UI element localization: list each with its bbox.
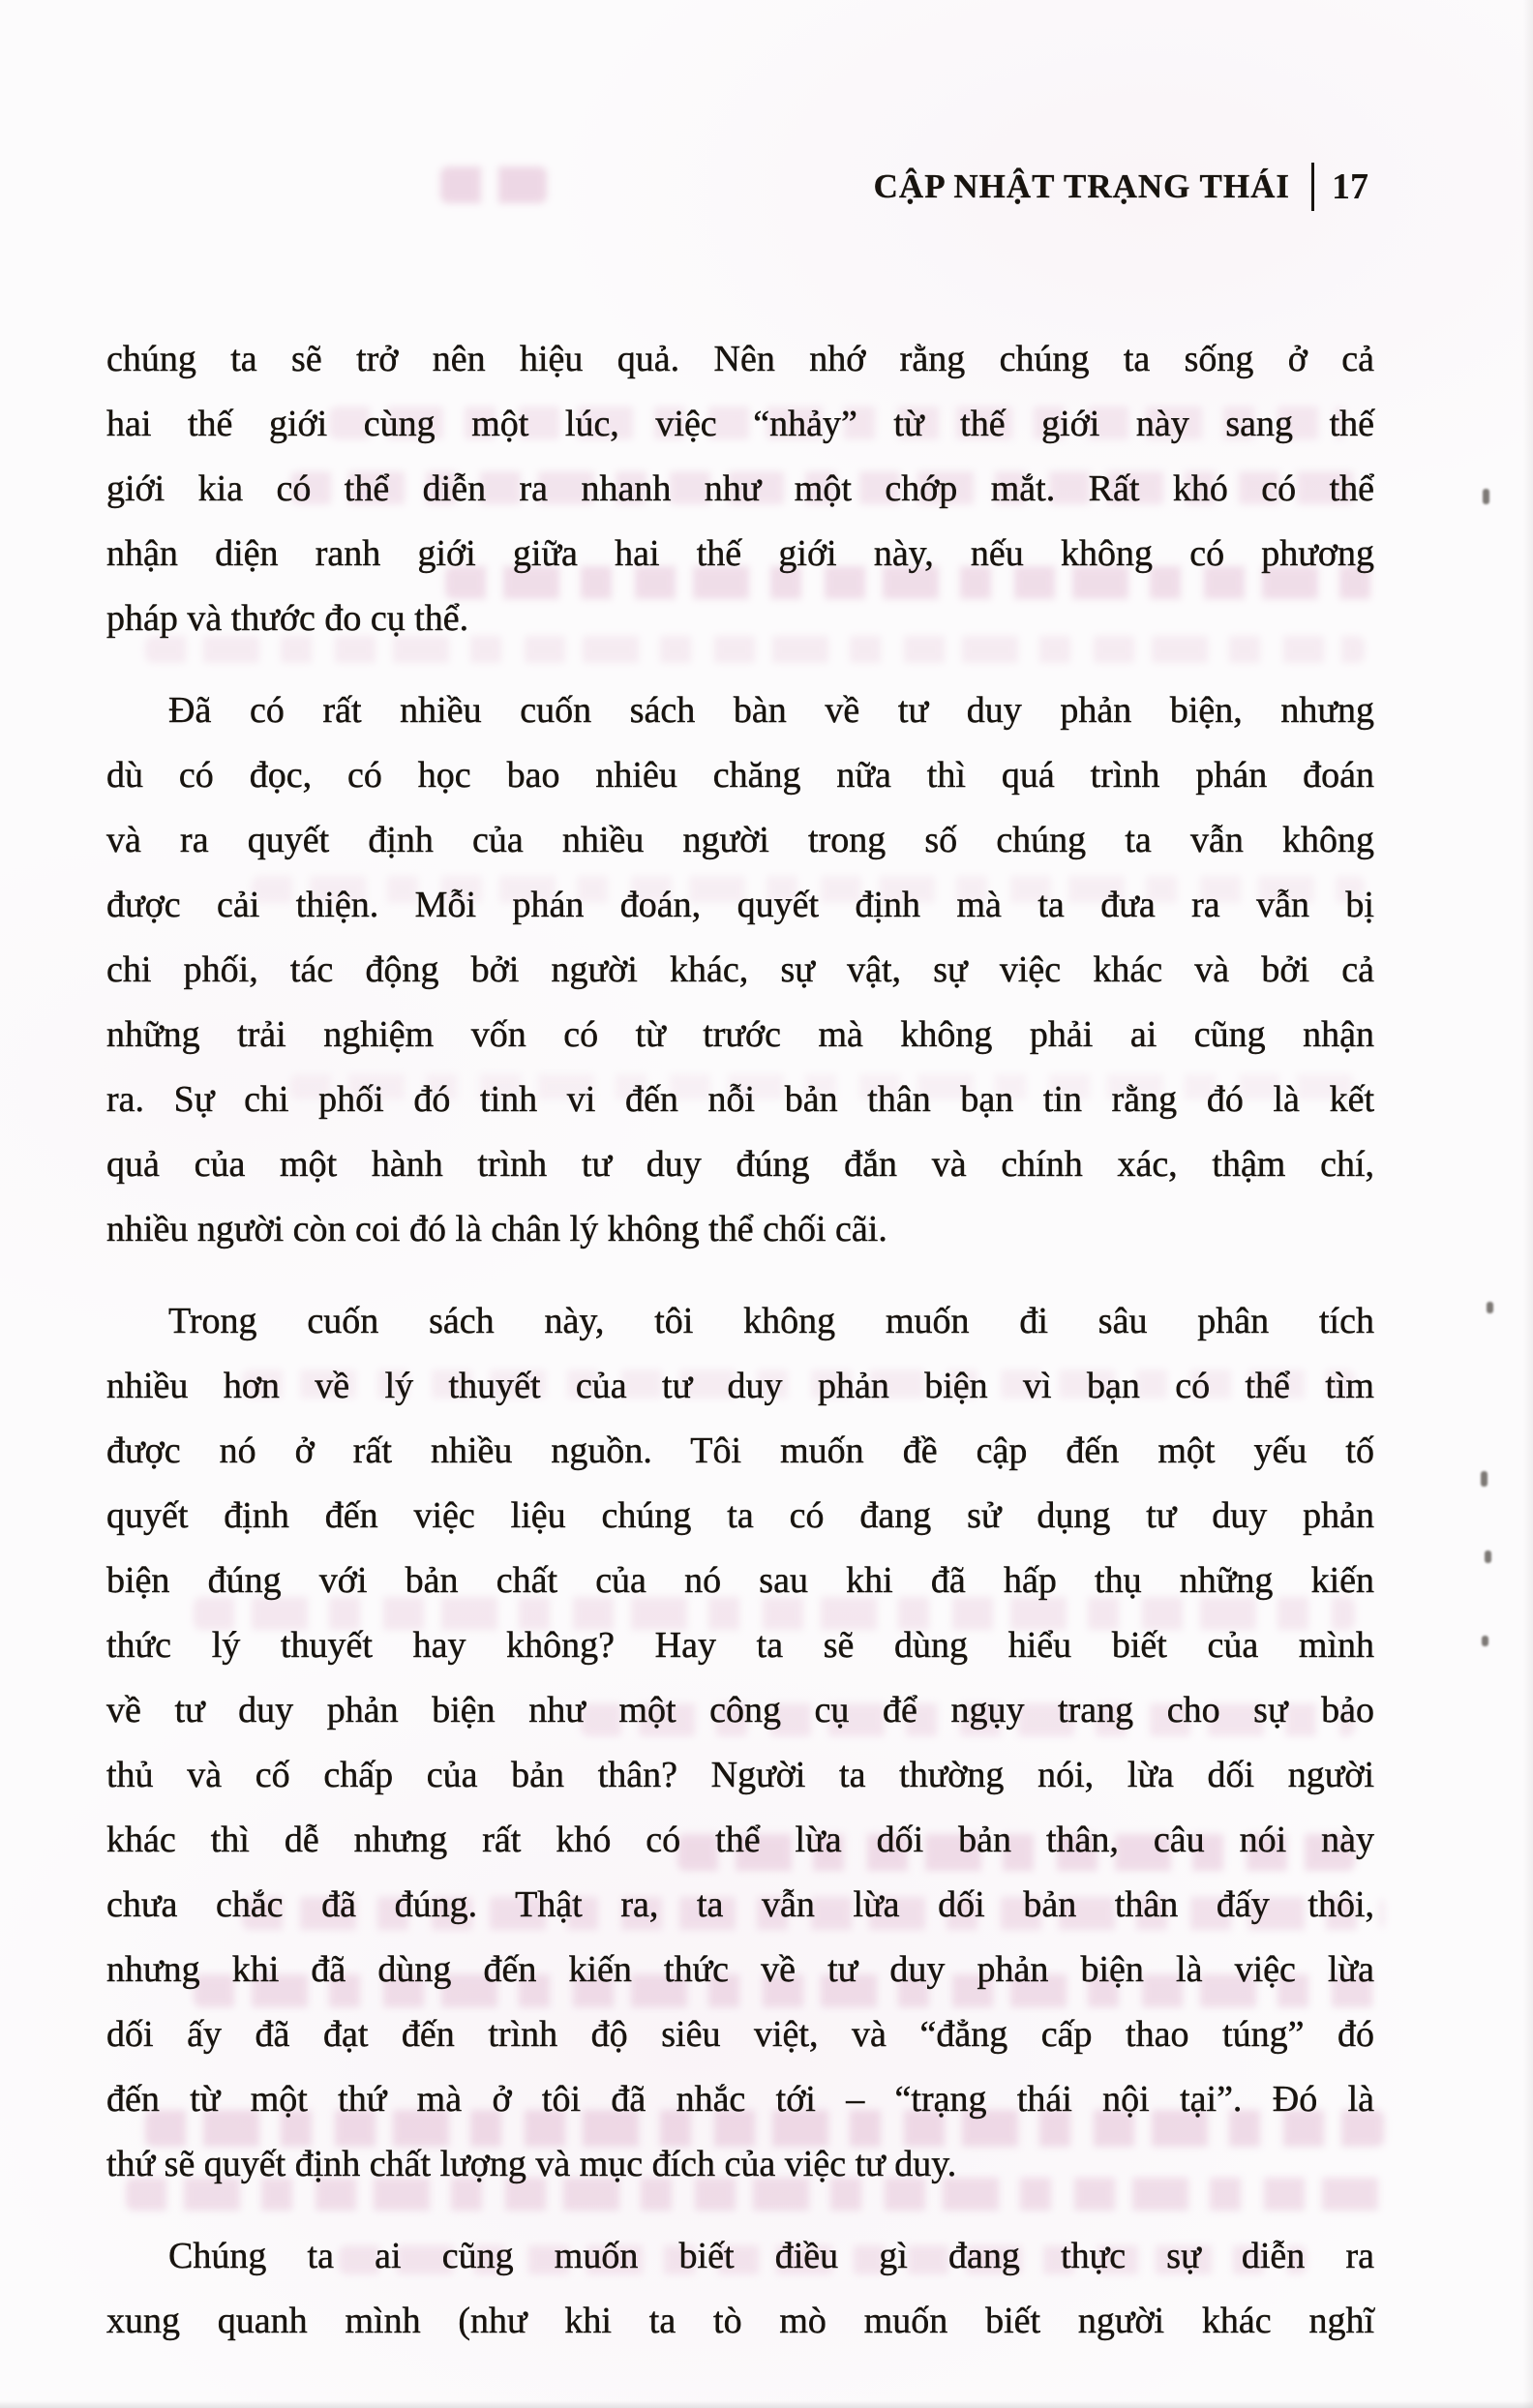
text-line: nhưng khi đã dùng đến kiến thức về tư duy phản biện là việc lừa xyxy=(106,1949,1374,1990)
scan-edge xyxy=(0,2400,1533,2408)
text-line: biện đúng với bản chất của nó sau khi đã hấp thụ những kiến xyxy=(106,1560,1374,1601)
scan-artifact xyxy=(1487,1302,1493,1313)
text-line: những trải nghiệm vốn có từ trước mà không phải ai cũng nhận xyxy=(106,1014,1374,1055)
header-divider xyxy=(1311,163,1314,211)
page-body xyxy=(106,327,1374,2354)
text-line: được nó ở rất nhiều nguồn. Tôi muốn đề cập đến một yếu tố xyxy=(106,1430,1374,1471)
scan-artifact xyxy=(1481,1471,1488,1487)
text-line: quyết định đến việc liệu chúng ta có đang sử dụng tư duy phản xyxy=(106,1495,1374,1536)
text-line: khác thì dễ nhưng rất khó có thể lừa dối bản thân, câu nói này xyxy=(106,1820,1374,1860)
text-line: về tư duy phản biện như một công cụ để ngụy trang cho sự bảo xyxy=(106,1690,1374,1731)
text-line: thứ sẽ quyết định chất lượng và mục đích của việc tư duy. xyxy=(106,2144,957,2184)
text-line: và ra quyết định của nhiều người trong số chúng ta vẫn không xyxy=(106,820,1374,860)
paragraph xyxy=(106,1289,1374,2197)
text-line: dù có đọc, có học bao nhiêu chăng nữa thì quá trình phán đoán xyxy=(106,755,1374,796)
text-line: chúng ta sẽ trở nên hiệu quả. Nên nhớ rằng chúng ta sống ở cả xyxy=(106,339,1374,379)
text-line: ra. Sự chi phối đó tinh vi đến nỗi bản thân bạn tin rằng đó là kết xyxy=(106,1079,1374,1120)
text-line: thức lý thuyết hay không? Hay ta sẽ dùng hiểu biết của mình xyxy=(106,1625,1374,1666)
scan-artifact xyxy=(1483,489,1489,504)
page-number: 17 xyxy=(1332,166,1368,207)
paragraph xyxy=(106,678,1374,1262)
text-line: thủ và cố chấp của bản thân? Người ta thường nói, lừa dối người xyxy=(106,1755,1374,1795)
chapter-title: CẬP NHẬT TRẠNG THÁI xyxy=(873,167,1290,205)
bleedthrough-ghost-text xyxy=(440,166,547,203)
scan-artifact xyxy=(1485,1550,1491,1563)
text-line: chi phối, tác động bởi người khác, sự vật, sự việc khác và bởi cả xyxy=(106,949,1374,990)
text-line: xung quanh mình (như khi ta tò mò muốn biết người khác nghĩ xyxy=(106,2301,1374,2341)
text-line: nhiều người còn coi đó là chân lý không thể chối cãi. xyxy=(106,1209,887,1249)
text-line: đến từ một thứ mà ở tôi đã nhắc tới – “trạng thái nội tại”. Đó là xyxy=(106,2079,1374,2120)
text-line: Trong cuốn sách này, tôi không muốn đi sâu phân tích xyxy=(168,1301,1374,1341)
paragraph xyxy=(106,2224,1374,2354)
text-line: dối ấy đã đạt đến trình độ siêu việt, và “đẳng cấp thao túng” đó xyxy=(106,2014,1374,2055)
scan-artifact xyxy=(1482,1636,1488,1646)
text-line: Chúng ta ai cũng muốn biết điều gì đang thực sự diễn ra xyxy=(168,2236,1374,2276)
text-line: nhận diện ranh giới giữa hai thế giới này, nếu không có phương xyxy=(106,533,1374,574)
text-line: nhiều hơn về lý thuyết của tư duy phản biện vì bạn có thể tìm xyxy=(106,1366,1374,1406)
text-line: quả của một hành trình tư duy đúng đắn và chính xác, thậm chí, xyxy=(106,1144,1374,1185)
text-line: Đã có rất nhiều cuốn sách bàn về tư duy phản biện, nhưng xyxy=(168,690,1374,731)
text-line: hai thế giới cùng một lúc, việc “nhảy” từ thế giới này sang thế xyxy=(106,404,1374,444)
paragraph xyxy=(106,327,1374,651)
text-line: pháp và thước đo cụ thể. xyxy=(106,598,469,639)
scan-edge xyxy=(1523,0,1533,2408)
text-line: chưa chắc đã đúng. Thật ra, ta vẫn lừa dối bản thân đấy thôi, xyxy=(106,1884,1374,1925)
page-header xyxy=(874,163,1368,211)
text-line: giới kia có thể diễn ra nhanh như một chớp mắt. Rất khó có thể xyxy=(106,468,1374,509)
text-line: được cải thiện. Mỗi phán đoán, quyết định mà ta đưa ra vẫn bị xyxy=(106,885,1374,925)
